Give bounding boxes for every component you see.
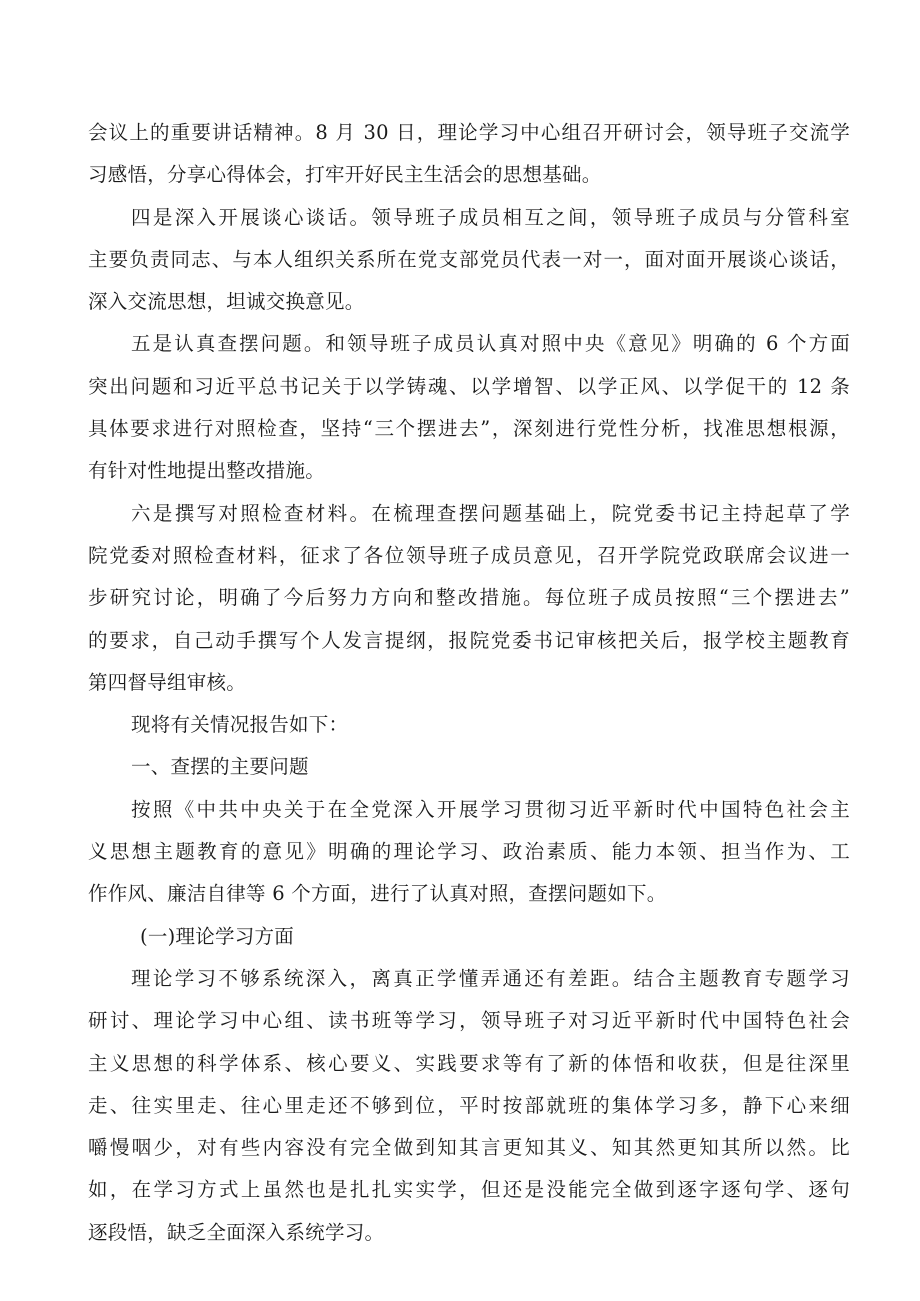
paragraph-line: 六是撰写对照检查材料。在梳理查摆问题基础上，院党委书记主持起草了学 — [131, 501, 850, 525]
paragraph-line: 习感悟，分享心得体会，打牢开好民主生活会的思想基础。 — [88, 163, 602, 187]
paragraph-line: 嚼慢咽少，对有些内容没有完全做到知其言更知其义、知其然更知其所以然。比 — [88, 1136, 850, 1160]
paragraph-line: 义思想主题教育的意见》明确的理论学习、政治素质、能力本领、担当作为、工 — [88, 840, 850, 864]
paragraph-line: 步研究讨论，明确了今后努力方向和整改措施。每位班子成员按照“三个摆进去” — [88, 586, 850, 610]
paragraph-line: 走、往实里走、往心里走还不够到位，平时按部就班的集体学习多，静下心来细 — [88, 1093, 850, 1117]
paragraph-line: 第四督导组审核。 — [88, 670, 247, 694]
paragraph-line: 逐段悟，缺乏全面深入系统学习。 — [88, 1220, 385, 1244]
paragraph-line: 研讨、理论学习中心组、读书班等学习，领导班子对习近平新时代中国特色社会 — [88, 1009, 850, 1033]
paragraph-line: 四是深入开展谈心谈话。领导班子成员相互之间，领导班子成员与分管科室 — [131, 205, 850, 229]
section-heading: 一、查摆的主要问题 — [131, 755, 309, 779]
document-body — [88, 112, 850, 1254]
paragraph-line: 作作风、廉洁自律等 6 个方面，进行了认真对照，查摆问题如下。 — [88, 882, 667, 906]
paragraph-line: 理论学习不够系统深入，离真正学懂弄通还有差距。结合主题教育专题学习 — [131, 966, 850, 990]
paragraph-line: 有针对性地提出整改措施。 — [88, 459, 326, 483]
paragraph-line: 深入交流思想，坦诚交换意见。 — [88, 290, 365, 314]
paragraph-line: 会议上的重要讲话精神。8 月 30 日，理论学习中心组召开研讨会，领导班子交流学 — [88, 121, 850, 144]
paragraph-line: 院党委对照检查材料，征求了各位领导班子成员意见，召开学院党政联席会议进一 — [88, 543, 850, 567]
paragraph-line: 突出问题和习近平总书记关于以学铸魂、以学增智、以学正风、以学促干的 12 条 — [88, 374, 850, 398]
paragraph-line: 主义思想的科学体系、核心要义、实践要求等有了新的体悟和收获，但是往深里 — [88, 1051, 850, 1075]
paragraph-line: 主要负责同志、与本人组织关系所在党支部党员代表一对一，面对面开展谈心谈话， — [88, 247, 850, 271]
paragraph-line: 现将有关情况报告如下： — [131, 713, 349, 737]
paragraph-line: 五是认真查摆问题。和领导班子成员认真对照中央《意见》明确的 6 个方面 — [131, 332, 850, 356]
paragraph-line: 如，在学习方式上虽然也是扎扎实实学，但还是没能完全做到逐字逐句学、逐句 — [88, 1178, 850, 1202]
subsection-heading: (一)理论学习方面 — [140, 924, 294, 948]
paragraph-line: 具体要求进行对照检查，坚持“三个摆进去”，深刻进行党性分析，找准思想根源， — [88, 417, 850, 441]
paragraph-line: 的要求，自己动手撰写个人发言提纲，报院党委书记审核把关后，报学校主题教育 — [88, 628, 850, 652]
paragraph-line: 按照《中共中央关于在全党深入开展学习贯彻习近平新时代中国特色社会主 — [131, 797, 850, 821]
